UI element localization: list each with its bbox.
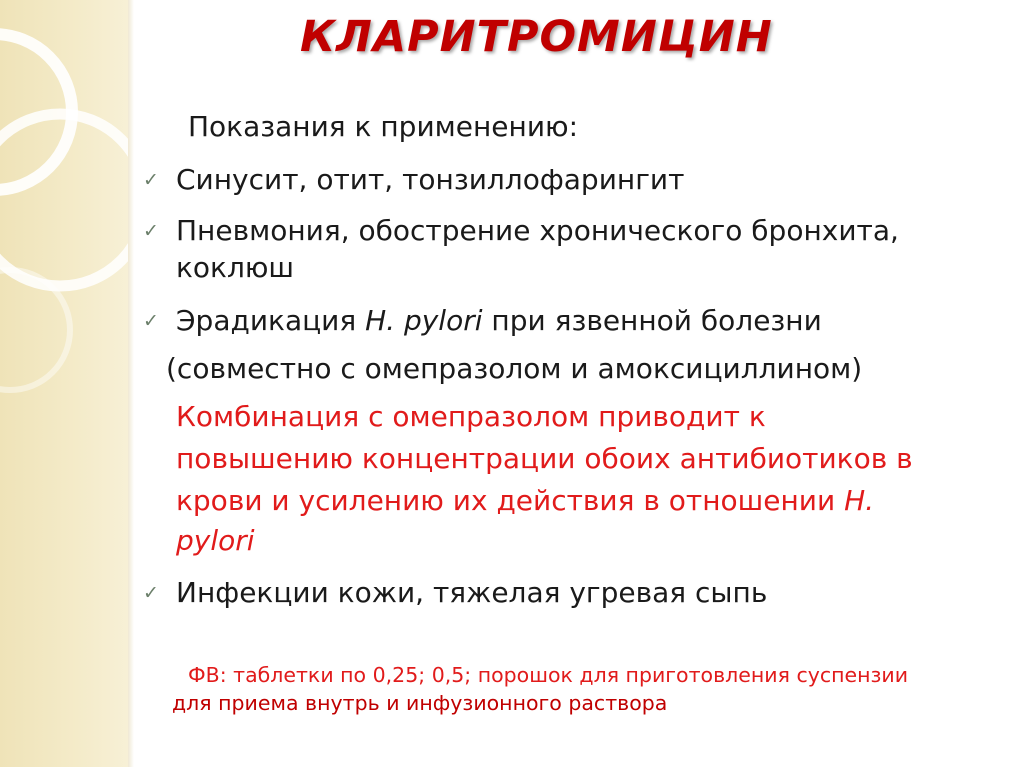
highlight-line-4-italic: pylori	[176, 524, 255, 557]
indication-item-2: Пневмония, обострение хронического бронхита,	[176, 214, 899, 247]
check-icon: ✓	[143, 582, 159, 604]
check-icon: ✓	[143, 220, 159, 242]
highlight-line-2: повышению концентрации обоих антибиотиков в	[176, 442, 913, 475]
check-icon: ✓	[143, 169, 159, 191]
highlight-line-1: Комбинация с омепразолом приводит к	[176, 400, 766, 433]
indication-item-3	[176, 304, 822, 338]
combination-note: (совместно с омепразолом и амоксициллином)	[166, 352, 863, 385]
indication-item-2-continued: коклюш	[176, 251, 295, 284]
item-3-suffix: при язвенной болезни	[482, 304, 822, 337]
decorative-side-band	[0, 0, 128, 767]
highlight-line-3-text: крови и усилению их действия в отношении	[176, 484, 845, 517]
item-3-prefix: Эрадикация	[176, 304, 366, 337]
indication-item-1: Синусит, отит, тонзиллофарингит	[176, 163, 685, 196]
indications-heading: Показания к применению:	[188, 110, 579, 143]
check-icon: ✓	[143, 310, 159, 332]
dosage-forms-line-1: ФВ: таблетки по 0,25; 0,5; порошок для приготовления суспензии	[188, 663, 909, 687]
decorative-rings	[0, 0, 128, 767]
highlight-line-3	[176, 484, 874, 518]
indication-item-4: Инфекции кожи, тяжелая угревая сыпь	[176, 576, 768, 609]
highlight-line-3-italic: H.	[844, 484, 875, 517]
slide-title: КЛАРИТРОМИЦИН	[300, 12, 773, 62]
dosage-forms-line-2: для приема внутрь и инфузионного раствора	[172, 691, 668, 715]
band-shadow	[128, 0, 134, 767]
item-3-pathogen: H. pylori	[365, 304, 483, 337]
highlight-line-4	[176, 524, 255, 558]
